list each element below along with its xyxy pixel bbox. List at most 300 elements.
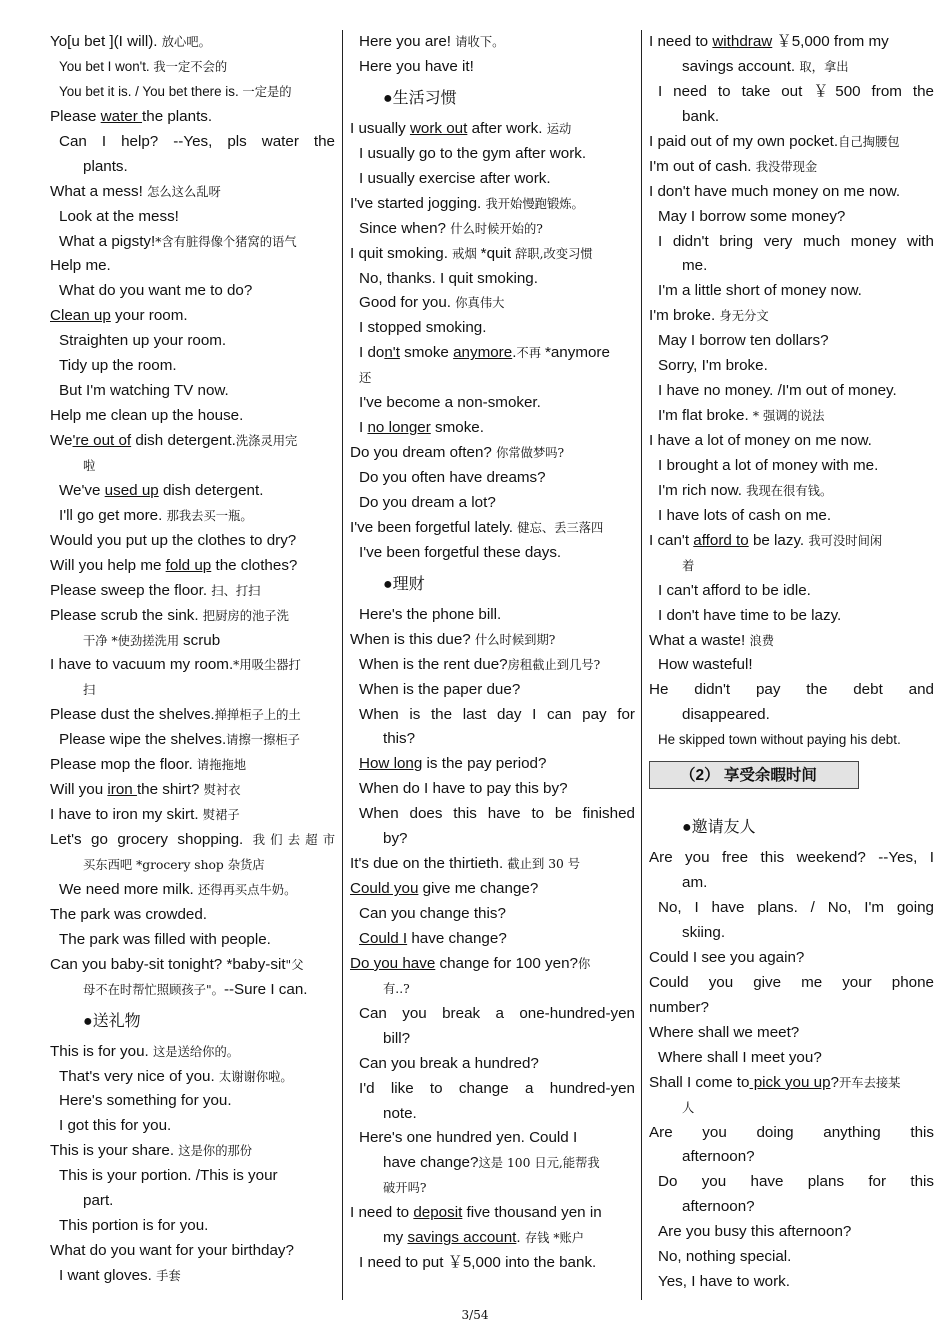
phrase-text: Are you free this weekend? --Yes, I [649, 849, 934, 867]
phrase-line [350, 852, 635, 877]
underlined-phrase: How long [359, 755, 423, 773]
chapter-heading-box [649, 761, 859, 789]
phrase-line [649, 180, 934, 205]
phrase-text: I've started jogging. [350, 194, 486, 212]
phrase-text: We've [59, 481, 105, 499]
phrase-line [350, 902, 635, 927]
phrase-text: I need to [350, 1204, 414, 1222]
text-column-2 [350, 30, 635, 1276]
chinese-gloss: 干净 *使劲搓洗用 [83, 633, 184, 648]
chinese-gloss: 还 [359, 371, 372, 386]
phrase-text: Where shall I meet you? [658, 1048, 822, 1066]
chinese-gloss: 自己掏腰包 [838, 134, 900, 149]
phrase-text: Will you help me [50, 556, 166, 574]
phrase-line [50, 878, 335, 903]
phrase-text: No, nothing special. [658, 1248, 792, 1266]
phrase-text: am. [682, 874, 708, 892]
phrase-line [649, 1270, 934, 1295]
chinese-gloss: 这是 100 日元,能帮我 [478, 1156, 600, 1171]
phrase-text: Since when? [359, 219, 451, 237]
phrase-line [350, 117, 635, 142]
phrase-text: Help me. [50, 257, 111, 275]
phrase-text: The park was crowded. [50, 905, 208, 923]
phrase-text: give me change? [418, 880, 539, 898]
phrase-text: after work. [467, 119, 547, 137]
phrase-line [350, 1027, 635, 1052]
phrase-text: I stopped smoking. [359, 319, 487, 337]
phrase-line [649, 629, 934, 654]
underlined-phrase: withdraw [712, 33, 773, 50]
phrase-text: When is this due? [350, 630, 475, 648]
phrase-text: Can you baby-sit tonight? [50, 955, 227, 973]
chinese-gloss: 戒烟 [452, 246, 481, 261]
phrase-text: This is your share. [50, 1142, 179, 1160]
phrase-line [350, 167, 635, 192]
phrase-line [649, 404, 934, 429]
phrase-line [50, 1239, 335, 1264]
underlined-phrase: used up [104, 481, 159, 499]
chinese-gloss: 我开始慢跑锻炼。 [485, 196, 584, 211]
phrase-text: scrub [183, 631, 221, 649]
phrase-line [50, 529, 335, 554]
chinese-gloss: 我一定不会的 [153, 59, 228, 74]
chinese-gloss: 还得再买点牛奶。 [198, 882, 297, 897]
phrase-line [649, 1245, 934, 1270]
phrase-text: When does this have to be finished [359, 805, 635, 823]
phrase-text: dish detergent. [131, 432, 236, 449]
phrase-line [50, 1189, 335, 1214]
phrase-text: Are you busy this afternoon? [658, 1223, 852, 1241]
phrase-line [350, 1052, 635, 1077]
phrase-line [649, 871, 934, 896]
phrase-text: I paid out of my own pocket. [649, 132, 839, 150]
phrase-line [649, 205, 934, 230]
phrase-line [649, 230, 934, 255]
phrase-text: number? [649, 998, 709, 1016]
phrase-line [50, 429, 335, 454]
phrase-text: Tidy up the room. [59, 357, 177, 375]
chinese-gloss: 熨衬衣 [203, 783, 241, 798]
phrase-line [50, 629, 335, 654]
phrase-text: *quit [480, 244, 512, 262]
phrase-line [350, 316, 635, 341]
underlined-phrase: fold up [165, 556, 212, 574]
phrase-text: the shirt? [136, 781, 204, 799]
phrase-text: my [383, 1229, 408, 1247]
chinese-gloss: 截止到 30 号 [507, 857, 581, 872]
phrase-line [50, 230, 335, 255]
phrase-text: be lazy. [748, 531, 809, 549]
phrase-line [50, 828, 335, 853]
chinese-gloss: 洗涤灵用完 [235, 434, 298, 448]
phrase-text: Yes, I have to work. [658, 1273, 790, 1291]
phrase-text: I'm rich now. [658, 481, 747, 499]
phrase-line [649, 105, 934, 130]
chinese-gloss: 破开吗? [383, 1181, 427, 1196]
phrase-line [50, 978, 335, 1003]
chinese-gloss: 我现在很有钱。 [746, 483, 833, 498]
chinese-gloss: * 强调的说法 [752, 409, 825, 424]
underlined-phrase: iron [107, 781, 137, 799]
phrase-line [350, 55, 635, 80]
phrase-text: I don't have time to be lazy. [658, 606, 842, 624]
phrase-line [649, 479, 934, 504]
phrase-text: I usually go to the gym after work. [359, 144, 587, 162]
phrase-line [50, 205, 335, 230]
phrase-text: I've been forgetful these days. [359, 543, 562, 561]
phrase-text: Here's something for you. [59, 1092, 232, 1110]
phrase-line [649, 504, 934, 529]
phrase-text: Do you dream a lot? [359, 493, 496, 511]
phrase-text: have change? [383, 1154, 479, 1172]
phrase-line [350, 416, 635, 441]
phrase-line [50, 703, 335, 728]
phrase-line [50, 1164, 335, 1189]
phrase-line [649, 329, 934, 354]
phrase-text: I'm out of cash. [649, 157, 756, 175]
phrase-text: Where shall we meet? [649, 1023, 800, 1041]
phrase-line [649, 728, 934, 753]
phrase-text: your room. [110, 307, 188, 325]
chinese-gloss: . [896, 733, 901, 748]
phrase-text: skiing. [682, 924, 726, 941]
phrase-text: Yo[u bet ] [50, 33, 114, 50]
phrase-line [50, 304, 335, 329]
phrase-text: ●送礼物 [83, 1012, 141, 1030]
chinese-gloss: 不再 [516, 346, 545, 361]
phrase-line [350, 1201, 635, 1226]
phrase-text: Here you have it! [359, 57, 474, 75]
phrase-text: dish detergent. [158, 481, 264, 499]
chinese-gloss: 买东西吧 *grocery shop 杂货店 [83, 857, 265, 872]
phrase-text: You bet I won't. [59, 58, 154, 74]
phrase-line [350, 827, 635, 852]
phrase-text: No, I have plans. / No, I'm going [658, 899, 934, 917]
phrase-line [649, 1071, 934, 1096]
chinese-gloss: 扫、打扫 [211, 583, 261, 598]
phrase-line [649, 529, 934, 554]
phrase-line [350, 653, 635, 678]
phrase-text: May I borrow some money? [658, 207, 846, 225]
phrase-line [649, 1220, 934, 1245]
phrase-text: This portion is for you. [59, 1217, 209, 1235]
phrase-line [50, 1089, 335, 1114]
phrase-line [350, 802, 635, 827]
phrase-line [350, 977, 635, 1002]
phrase-line [350, 466, 635, 491]
phrase-text: I can't [649, 531, 694, 549]
phrase-line [50, 653, 335, 678]
chinese-gloss: 请擦一擦柜子 [226, 733, 300, 748]
phrase-line [350, 242, 635, 267]
phrase-line [50, 105, 335, 130]
phrase-line [649, 1195, 934, 1220]
phrase-text: Please sweep the floor. [50, 581, 212, 599]
phrase-text: Please wipe the shelves. [59, 731, 227, 749]
text-column-3 [649, 30, 934, 1295]
phrase-text: Would you put up the clothes to dry? [50, 531, 297, 549]
phrase-line [649, 30, 934, 55]
phrase-line [50, 853, 335, 878]
chinese-gloss: 开车去接某 [838, 1075, 901, 1090]
chinese-gloss: *用吸尘器打 [233, 658, 301, 673]
chinese-gloss: 一定是的 [242, 84, 292, 99]
phrase-text: Can you break a one-hundred-yen [359, 1004, 635, 1022]
phrase-line [649, 946, 934, 971]
phrase-text: Shall I come to [649, 1073, 750, 1091]
underlined-phrase: n't [384, 344, 400, 362]
phrase-text: I [359, 419, 368, 437]
phrase-line [350, 1176, 635, 1201]
phrase-text: You bet it is. / You bet there is. [59, 83, 243, 99]
phrase-text: the clothes? [211, 556, 298, 574]
phrase-text: Could you give me your phone [649, 973, 934, 991]
chinese-gloss: 手套 [156, 1269, 181, 1283]
phrase-text: I'm flat broke. [658, 407, 753, 425]
column-divider [342, 30, 343, 1300]
phrase-line [350, 927, 635, 952]
phrase-line [50, 130, 335, 155]
phrase-line [350, 628, 635, 653]
phrase-text: Please mop the floor. [50, 756, 197, 774]
chinese-gloss: "父 [285, 957, 304, 972]
phrase-text: Here's one hundred yen. Could I [359, 1129, 578, 1147]
phrase-text: Help me clean up the house. [50, 407, 244, 425]
underlined-phrase: deposit [413, 1204, 463, 1222]
phrase-line [649, 1145, 934, 1170]
phrase-text: How wasteful! [658, 656, 753, 674]
chinese-gloss: 掸掸柜子上的土 [214, 708, 301, 723]
phrase-text: the plants. [142, 107, 213, 125]
phrase-text: I got this for you. [59, 1117, 172, 1135]
phrase-text: five thousand yen in [462, 1204, 602, 1222]
phrase-text: I'd like to change a hundred-yen [359, 1079, 635, 1097]
chinese-gloss: 人 [682, 1100, 695, 1115]
phrase-text: this? [383, 730, 416, 748]
chinese-gloss: 熨裙子 [202, 808, 240, 823]
phrase-line [350, 1077, 635, 1102]
chinese-gloss: 这是送给你的。 [152, 1044, 240, 1059]
phrase-text: The park was filled with people. [59, 930, 271, 948]
phrase-text: ? [830, 1073, 839, 1091]
phrase-line [50, 903, 335, 928]
chinese-gloss: 健忘、丢三落四 [517, 520, 604, 535]
phrase-text: Sorry, I'm broke. [658, 357, 768, 375]
phrase-line [350, 603, 635, 628]
phrase-line [649, 279, 934, 304]
phrase-text: What a pigsty! [59, 232, 156, 250]
phrase-line [50, 1139, 335, 1164]
phrase-text: Please scrub the sink. [50, 606, 203, 624]
phrase-line [350, 678, 635, 703]
phrase-text: I've been forgetful lately. [350, 518, 518, 536]
phrase-text: （2） 享受余暇时间 [680, 767, 817, 785]
phrase-line [350, 752, 635, 777]
phrase-line [50, 554, 335, 579]
phrase-text: have change? [407, 929, 507, 947]
underlined-phrase: Do you have [350, 954, 436, 972]
chinese-gloss: 房租截止到几号? [507, 657, 601, 672]
chinese-gloss: 请收下。 [455, 35, 505, 49]
phrase-line [649, 80, 934, 105]
phrase-line [350, 1251, 635, 1276]
underlined-phrase: water [100, 107, 143, 125]
phrase-text: I quit smoking. [350, 244, 453, 262]
phrase-line [649, 55, 934, 80]
phrase-line [649, 761, 934, 809]
phrase-text: I didn't bring very much money with [658, 232, 934, 250]
phrase-text: *baby-sit [226, 955, 286, 973]
phrase-text: I'm a little short of money now. [658, 282, 862, 300]
phrase-text: plants. [83, 157, 128, 175]
chinese-gloss: 啦 [83, 458, 96, 473]
phrase-line [50, 279, 335, 304]
phrase-text: Let's go grocery shopping. [50, 831, 253, 848]
phrase-line [649, 379, 934, 404]
phrase-text: It's due on the thirtieth. [350, 855, 508, 873]
chinese-gloss: 浪费 [749, 633, 775, 648]
phrase-line [50, 254, 335, 279]
chinese-gloss: 辞职,改变习惯 [511, 246, 593, 261]
phrase-line [350, 341, 635, 366]
phrase-line [649, 254, 934, 279]
chinese-gloss: 扫 [83, 683, 96, 698]
phrase-text: That's very nice of you. [59, 1067, 219, 1085]
phrase-line [50, 678, 335, 703]
phrase-text: me. [682, 257, 708, 275]
phrase-text: disappeared. [682, 706, 770, 724]
phrase-line [350, 877, 635, 902]
phrase-text: May I borrow ten dollars? [658, 332, 829, 350]
phrase-text: Good for you. [359, 294, 456, 312]
phrase-text: Can you break a hundred? [359, 1054, 539, 1072]
phrase-text: . [516, 1229, 525, 1247]
phrase-text: ￥5,000 from my [772, 33, 889, 50]
phrase-line [649, 1021, 934, 1046]
phrase-line [649, 454, 934, 479]
phrase-text: I usually [350, 119, 410, 137]
phrase-text: I have to iron my skirt. [50, 806, 203, 824]
phrase-text: part. [83, 1192, 114, 1210]
phrase-text: Do you often have dreams? [359, 469, 546, 486]
chinese-gloss: 把厨房的池子洗 [202, 608, 289, 623]
phrase-line [50, 728, 335, 753]
section-heading [350, 566, 635, 603]
phrase-line [50, 354, 335, 379]
phrase-text: No, thanks. I quit smoking. [359, 269, 538, 287]
phrase-line [649, 429, 934, 454]
chinese-gloss: *含有脏得像个猪窝的语气 [155, 234, 297, 249]
phrase-line [350, 267, 635, 292]
chinese-gloss: 放心吧。 [161, 35, 211, 49]
phrase-text: I have lots of cash on me. [658, 506, 832, 524]
underlined-phrase: Clean up [50, 307, 111, 325]
underlined-phrase: savings account [407, 1229, 517, 1247]
phrase-text: I'll go get more. [59, 506, 167, 524]
text-column-1 [50, 30, 335, 1289]
chinese-gloss: 什么时候到期? [474, 632, 556, 647]
phrase-line [350, 1151, 635, 1176]
phrase-text: (I will). [113, 33, 162, 50]
phrase-text: ●邀请友人 [682, 819, 756, 837]
phrase-line [350, 441, 635, 466]
phrase-line [649, 846, 934, 871]
underlined-phrase: work out [409, 119, 468, 137]
underlined-phrase: Could you [350, 880, 419, 898]
phrase-line [50, 579, 335, 604]
phrase-text: afternoon? [682, 1198, 755, 1216]
phrase-line [50, 454, 335, 479]
phrase-line [50, 55, 335, 80]
phrase-line [350, 727, 635, 752]
phrase-line [50, 1065, 335, 1090]
phrase-text: When is the paper due? [359, 680, 521, 698]
phrase-line [649, 703, 934, 728]
phrase-text: I brought a lot of money with me. [658, 456, 879, 474]
phrase-text: Will you [50, 781, 108, 799]
phrase-line [649, 971, 934, 996]
phrase-line [350, 1126, 635, 1151]
phrase-line [649, 1046, 934, 1071]
phrase-line [649, 678, 934, 703]
phrase-text: He skipped town without paying his debt [658, 732, 897, 748]
phrase-text: Look at the mess! [59, 207, 179, 225]
section-heading [50, 1003, 335, 1040]
phrase-text: Can I help? --Yes, pls water the [59, 132, 335, 150]
section-heading [649, 809, 934, 846]
phrase-text: When do I have to pay this by? [359, 780, 568, 798]
chinese-gloss: 太谢谢你啦。 [218, 1069, 293, 1084]
phrase-text: I want gloves. [59, 1267, 157, 1284]
phrase-line [649, 653, 934, 678]
phrase-line [50, 1040, 335, 1065]
phrase-line [50, 379, 335, 404]
phrase-text: What do you want me to do? [59, 282, 253, 300]
phrase-text: I need to put ￥5,000 into the bank. [359, 1254, 597, 1272]
phrase-line [50, 604, 335, 629]
phrase-text: by? [383, 830, 408, 848]
phrase-text: ●理财 [383, 575, 425, 593]
chinese-gloss: 母不在时帮忙照顾孩子"。 [83, 982, 224, 997]
chinese-gloss: 身无分文 [719, 309, 769, 324]
underlined-phrase: anymore [453, 344, 513, 362]
phrase-text: change for 100 yen? [435, 954, 578, 972]
phrase-text: I do [359, 344, 385, 362]
phrase-text: I need to take out ￥500 from the [658, 82, 934, 100]
phrase-line [50, 329, 335, 354]
phrase-line [649, 304, 934, 329]
phrase-line [350, 391, 635, 416]
phrase-text: Do you have plans for this [658, 1173, 934, 1191]
phrase-text: But I'm watching TV now. [59, 382, 229, 400]
underlined-phrase: Could I [359, 929, 408, 947]
phrase-line [649, 130, 934, 155]
phrase-line [50, 479, 335, 504]
phrase-text: . [512, 344, 517, 362]
phrase-line [50, 404, 335, 429]
underlined-phrase: no longer [367, 419, 431, 437]
phrase-line [50, 155, 335, 180]
phrase-text: Please [50, 107, 101, 125]
phrase-text: What do you want for your birthday? [50, 1242, 294, 1260]
phrase-text: Could I see you again? [649, 948, 805, 966]
phrase-text: I'm broke. [649, 307, 720, 325]
phrase-text: I don't have much money on me now. [649, 182, 901, 200]
phrase-line [350, 142, 635, 167]
chinese-gloss: 我们去超市 [252, 833, 335, 847]
phrase-line [350, 1102, 635, 1127]
phrase-line [649, 579, 934, 604]
